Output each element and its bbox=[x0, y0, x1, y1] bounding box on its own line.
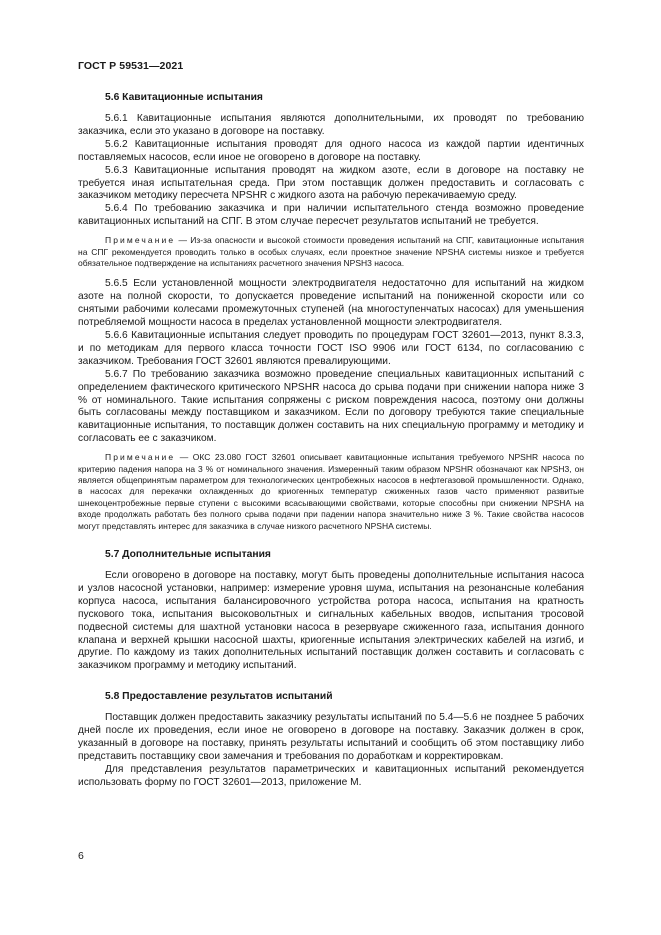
paragraph-5-8-2: Для представления результатов параметрических и кавитационных испытаний рекомендуется использовать форму по ГОСТ 32601—2013, приложение М. bbox=[78, 763, 584, 788]
section-title-5-7: 5.7 Дополнительные испытания bbox=[105, 549, 271, 560]
section-title-5-6: 5.6 Кавитационные испытания bbox=[105, 92, 263, 103]
note-2 bbox=[78, 452, 584, 532]
paragraph-5-6-7: 5.6.7 По требованию заказчика возможно проведение специальных кавитационных испытаний с определением фактического критического NPSHR насоса до срыва подачи при снижении напора ниже 3 % от номинального. Такие испытания сопряжены с риском повреждения насоса, поэтому они должны быть согласованы между поставщиком и заказчиком. Если по договору требуются такие специальные кавитационные испытания, то поставщик должен составить на них специальную программу и методику и согласовать ее с заказчиком. bbox=[78, 368, 584, 445]
paragraph-5-6-5: 5.6.5 Если установленной мощности электродвигателя недостаточно для испытаний на жидком азоте на полной скорости, то допускается проведение испытаний на пониженной скорости или со снятыми рабочими колесами промежуточных ступеней (на многоступенчатых насосах) для уменьшения потребляемой мощности насоса в пределах установленной мощности электродвигателя. bbox=[78, 278, 584, 329]
page-content bbox=[78, 90, 584, 790]
note-2-text: — ОКС 23.080 ГОСТ 32601 описывает кавитационные испытания требуемого NPSHR насоса по критерию падения напора на 3 % от номинального значения. Измеренный таким образом NPSHR обозначают как NPSH3, он является общепринятым параметром для технологических центробежных насосов в нефтегазовой промышленности. Однако, в насосах для перекачки охлажденных до криогенных температур сжиженных газов часто применяют развитые шнекоцентробежные первые ступени с высокими всасывающими свойствами, которые способны при снижении NPSHA на входе продолжать работать без полного срыва подачи при падении напора значительно ниже 3 %. Такие свойства насосов могут представлять интерес для заказчика в случае низкого расчетного NPSHA системы. bbox=[78, 452, 584, 531]
paragraph-5-6-2: 5.6.2 Кавитационные испытания проводят для одного насоса из каждой партии идентичных поставляемых насосов, если иное не оговорено в договоре на поставку. bbox=[78, 138, 584, 163]
paragraph-5-6-3: 5.6.3 Кавитационные испытания проводят на жидком азоте, если в договоре на поставку не требуется иная испытательная среда. При этом поставщик должен предоставить и согласовать с заказчиком методику пересчета NPSHR с жидкого азота на рабочую перекачиваемую среду. bbox=[78, 164, 584, 202]
paragraph-5-6-1: 5.6.1 Кавитационные испытания являются дополнительными, их проводят по требованию заказчика, если это указано в договоре на поставку. bbox=[78, 113, 584, 137]
paragraph-5-7: Если оговорено в договоре на поставку, могут быть проведены дополнительные испытания насоса и узлов насосной установки, например: измерение уровня шума, испытания на резонансные колебания корпуса насоса, испытания балансировочного устройства ротора насоса, испытания на кратность пускового тока, испытания высоковольтных и сигнальных кабельных вводов, испытания тросовой подвесной системы для шахтной установки насоса в резервуаре сжиженного газа, испытания донного клапана и верхней крышки насосной шахты, криогенные испытания электрических кабелей на изгиб, и другие. По каждому из таких дополнительных испытаний поставщик должен составить и согласовать с заказчиком программу и методику испытаний. bbox=[78, 570, 584, 672]
paragraph-5-6-4: 5.6.4 По требованию заказчика и при наличии испытательного стенда возможно проведение кавитационных испытаний на СПГ. В этом случае пересчет результатов испытаний не требуется. bbox=[78, 203, 584, 228]
paragraph-5-6-6: 5.6.6 Кавитационные испытания следует проводить по процедурам ГОСТ 32601—2013, пункт 8.3.3, и по методикам для первого класса точности ГОСТ ISO 9906 или ГОСТ 6134, по согласованию с заказчиком. Требования ГОСТ 32601 являются превалирующими. bbox=[78, 330, 584, 367]
note-1 bbox=[78, 235, 584, 269]
note-1-label: Примечание bbox=[105, 235, 176, 246]
page-number: 6 bbox=[78, 850, 84, 862]
note-2-label: Примечание bbox=[105, 452, 176, 463]
paragraph-5-8-1: Поставщик должен предоставить заказчику результаты испытаний по 5.4—5.6 не позднее 5 рабочих дней после их проведения, если иное не оговорено в договоре на поставку. Заказчик должен в срок, указанный в договоре на поставку, принять результаты испытаний и сообщить об этом поставщику либо представить поставщику свои замечания и требования по доработкам и корректировкам. bbox=[78, 712, 584, 762]
note-1-text: — Из-за опасности и высокой стоимости проведения испытаний на СПГ, кавитационные испытания на СПГ рекомендуется проводить только в особых случаях, если проектное значение NPSHA системы низкое и требуется обязательное подтверждение на испытаниях расчетного значения NPSH3 насоса. bbox=[78, 235, 584, 268]
document-header: ГОСТ Р 59531—2021 bbox=[78, 60, 184, 72]
section-title-5-8: 5.8 Предоставление результатов испытаний bbox=[105, 691, 333, 703]
